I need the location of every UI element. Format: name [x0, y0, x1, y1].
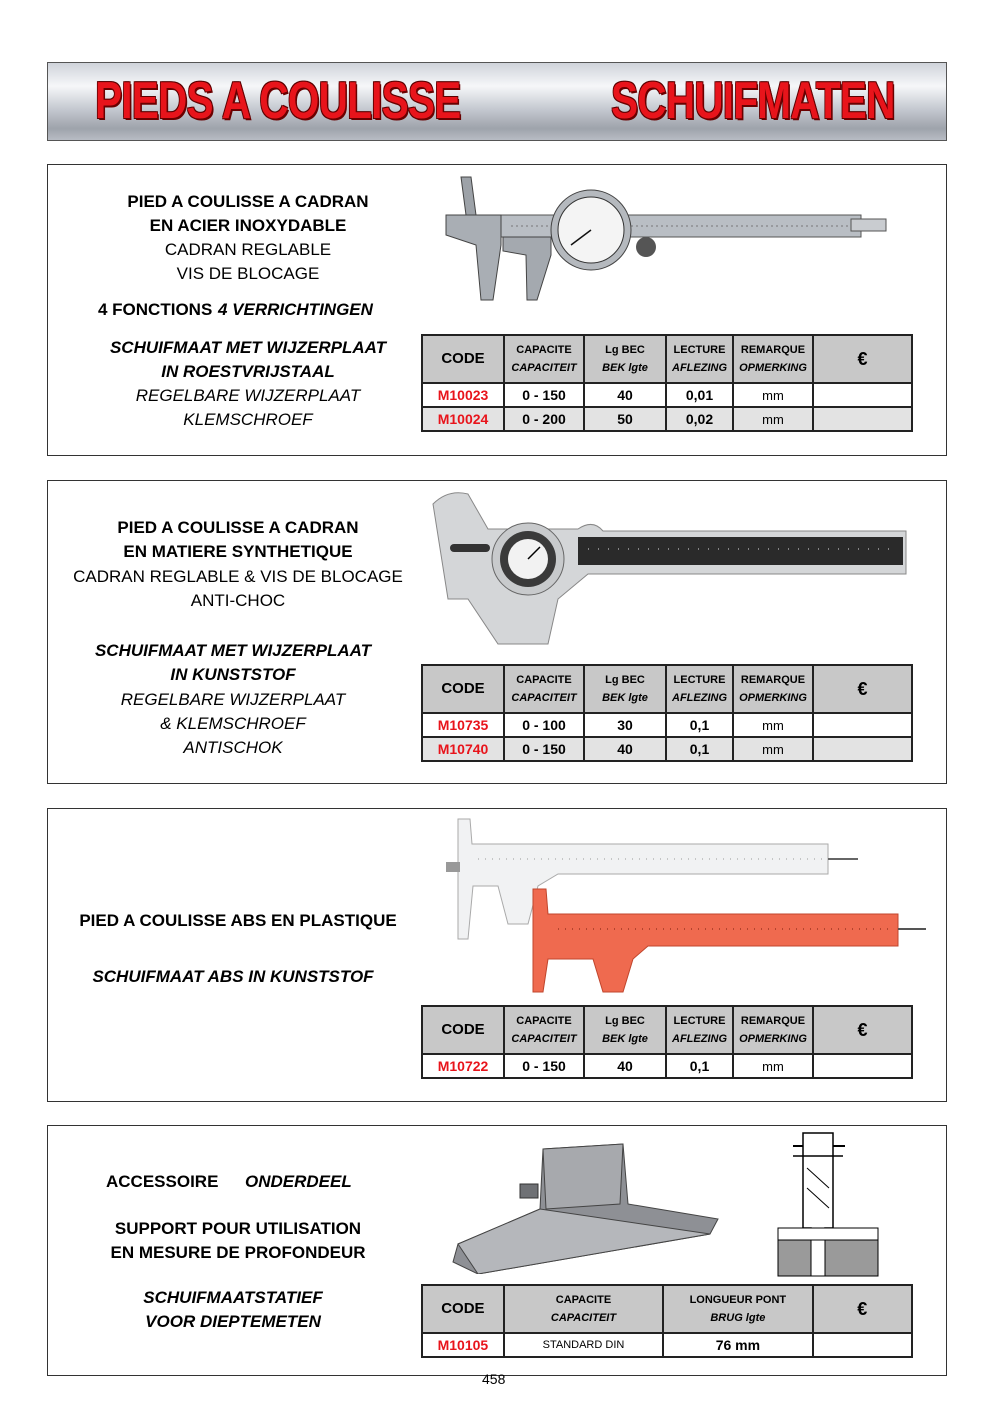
cell-jaw: 30: [584, 713, 666, 737]
header-code: CODE: [422, 1285, 504, 1333]
cell-price: [813, 713, 912, 737]
desc-line: EN ACIER INOXYDABLE: [149, 216, 347, 235]
desc-line: REGELBARE WIJZERPLAAT: [135, 386, 361, 405]
cell-capacity: 0 - 100: [504, 713, 584, 737]
desc-line: EN MESURE DE PROFONDEUR: [110, 1243, 366, 1262]
title-banner: [47, 62, 947, 141]
header-code: CODE: [422, 665, 504, 713]
desc-line: SCHUIFMAAT ABS IN KUNSTSTOF: [92, 967, 374, 986]
cell-jaw: 40: [584, 1054, 666, 1078]
desc-line: PIED A COULISSE ABS EN PLASTIQUE: [79, 911, 397, 930]
header-price: €: [813, 665, 912, 713]
header-capacity: CAPACITE CAPACITEIT: [504, 1006, 584, 1054]
cell-reading: 0,01: [666, 383, 733, 407]
cell-code: M10735: [422, 713, 504, 737]
cell-capacity: STANDARD DIN: [504, 1333, 663, 1357]
desc-line: PIED A COULISSE A CADRAN: [127, 192, 369, 211]
cell-code: M10740: [422, 737, 504, 761]
page-number: 458: [482, 1371, 506, 1387]
table-row: [422, 407, 912, 431]
header-remark: REMARQUE OPMERKING: [733, 1006, 813, 1054]
cell-reading: 0,1: [666, 737, 733, 761]
header-price: €: [813, 335, 912, 383]
desc-line: VOOR DIEPTEMETEN: [145, 1312, 321, 1331]
header-code: CODE: [422, 1006, 504, 1054]
header-reading: LECTURE AFLEZING: [666, 665, 733, 713]
desc-line: & KLEMSCHROEF: [160, 714, 306, 733]
cell-jaw: 40: [584, 383, 666, 407]
header-price: €: [813, 1285, 912, 1333]
table-row: [422, 737, 912, 761]
dial-caliper-steel-image: [441, 175, 901, 310]
desc-line: SCHUIFMAATSTATIEF: [143, 1288, 323, 1307]
desc-line: REGELBARE WIJZERPLAAT: [120, 690, 346, 709]
cell-price: [813, 1054, 912, 1078]
desc-line: SCHUIFMAAT MET WIJZERPLAAT: [94, 641, 372, 660]
desc-line: ANTISCHOK: [183, 738, 283, 757]
product-panel-dial-steel: [47, 164, 947, 456]
cell-remark: mm: [733, 407, 813, 431]
cell-remark: mm: [733, 737, 813, 761]
spec-table: [421, 1005, 913, 1079]
product-panel-depth-support: [47, 1125, 947, 1376]
desc-line: EN MATIERE SYNTHETIQUE: [123, 542, 353, 561]
cell-code: M10722: [422, 1054, 504, 1078]
cell-capacity: 0 - 150: [504, 737, 584, 761]
cell-reading: 0,02: [666, 407, 733, 431]
table-row: [422, 1333, 912, 1357]
cell-price: [813, 407, 912, 431]
desc-line: SCHUIFMAAT MET WIJZERPLAAT: [109, 338, 387, 357]
product-panel-dial-synthetic: [47, 480, 947, 784]
cell-code: M10105: [422, 1333, 504, 1357]
cell-remark: mm: [733, 1054, 813, 1078]
header-code: CODE: [422, 335, 504, 383]
cell-remark: mm: [733, 713, 813, 737]
desc-line: 4 FONCTIONS: [98, 300, 213, 319]
desc-line: VIS DE BLOCAGE: [176, 264, 320, 283]
cell-price: [813, 383, 912, 407]
cell-reading: 0,1: [666, 713, 733, 737]
spec-table: [421, 334, 913, 432]
desc-line: 4 VERRICHTINGEN: [218, 300, 373, 319]
desc-line: ACCESSOIRE: [106, 1172, 219, 1191]
table-row: [422, 1054, 912, 1078]
cell-remark: mm: [733, 383, 813, 407]
header-remark: REMARQUE OPMERKING: [733, 335, 813, 383]
spec-table: [421, 664, 913, 762]
depth-support-diagram: [773, 1128, 883, 1280]
cell-jaw: 50: [584, 407, 666, 431]
cell-capacity: 0 - 200: [504, 407, 584, 431]
dial-caliper-synthetic-image: [428, 489, 908, 649]
header-bridge-length: LONGUEUR PONT BRUG lgte: [663, 1285, 812, 1333]
cell-capacity: 0 - 150: [504, 383, 584, 407]
desc-line: CADRAN REGLABLE: [164, 240, 332, 259]
header-capacity: CAPACITE CAPACITEIT: [504, 665, 584, 713]
cell-capacity: 0 - 150: [504, 1054, 584, 1078]
desc-line: IN KUNSTSTOF: [170, 665, 296, 684]
cell-price: [813, 1333, 912, 1357]
cell-reading: 0,1: [666, 1054, 733, 1078]
desc-line: ONDERDEEL: [245, 1172, 352, 1191]
header-capacity: CAPACITE CAPACITEIT: [504, 1285, 663, 1333]
header-remark: REMARQUE OPMERKING: [733, 665, 813, 713]
header-reading: LECTURE AFLEZING: [666, 335, 733, 383]
table-row: [422, 383, 912, 407]
header-jaw-length: Lg BEC BEK lgte: [584, 335, 666, 383]
header-capacity: CAPACITE CAPACITEIT: [504, 335, 584, 383]
header-reading: LECTURE AFLEZING: [666, 1006, 733, 1054]
cell-jaw: 40: [584, 737, 666, 761]
cell-code: M10023: [422, 383, 504, 407]
cell-price: [813, 737, 912, 761]
cell-code: M10024: [422, 407, 504, 431]
title-nl: SCHUIFMATEN: [611, 72, 895, 130]
spec-table: [421, 1284, 913, 1358]
header-jaw-length: Lg BEC BEK lgte: [584, 665, 666, 713]
cell-length: 76 mm: [663, 1333, 812, 1357]
desc-line: KLEMSCHROEF: [183, 410, 313, 429]
desc-line: ANTI-CHOC: [190, 591, 286, 610]
desc-line: PIED A COULISSE A CADRAN: [117, 518, 359, 537]
header-price: €: [813, 1006, 912, 1054]
table-row: [422, 713, 912, 737]
title-fr: PIEDS A COULISSE: [95, 72, 461, 130]
desc-line: CADRAN REGLABLE & VIS DE BLOCAGE: [73, 567, 403, 586]
header-jaw-length: Lg BEC BEK lgte: [584, 1006, 666, 1054]
depth-support-image: [448, 1134, 748, 1274]
product-panel-abs-plastic: [47, 808, 947, 1102]
desc-line: IN ROESTVRIJSTAAL: [161, 362, 335, 381]
abs-plastic-calipers-image: [438, 814, 928, 994]
desc-line: SUPPORT POUR UTILISATION: [114, 1219, 362, 1238]
